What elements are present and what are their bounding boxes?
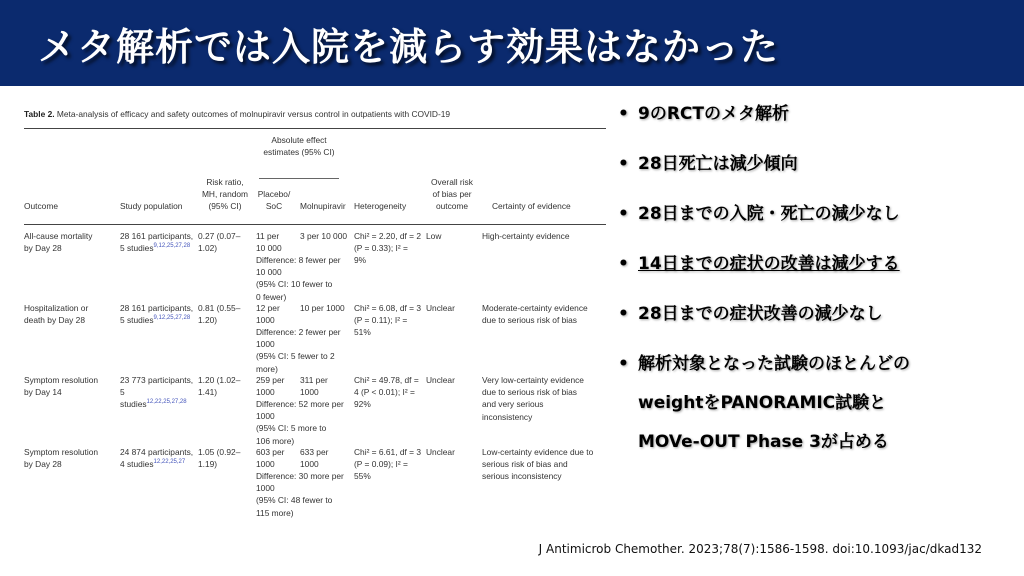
- table-body: [24, 128, 606, 518]
- row-1-bias: Unclear: [426, 303, 455, 313]
- table-caption-text: Meta-analysis of efficacy and safety outcomes of molnupiravir versus control in outpatients with COVID-19: [56, 109, 451, 119]
- row-0-bias: Low: [426, 231, 442, 241]
- table-group-rule: [259, 178, 339, 179]
- header-certainty: Certainty of evidence: [492, 201, 571, 211]
- row-3-population: 24 874 participants, 4 studies$^{12,22,25,27}$: [120, 447, 194, 470]
- row-0-outcome: All-cause mortality by Day 28: [24, 231, 93, 254]
- bullet-item: • 28日までの症状改善の減少なし: [616, 302, 1016, 326]
- row-1-difference: Difference: 2 fewer per 1000 (95% CI: 5 fewer to 2 more): [256, 327, 341, 374]
- citation: J Antimicrob Chemother. 2023;78(7):1586-1598. doi:10.1093/jac/dkad132: [538, 542, 982, 556]
- header-population: Study population: [120, 201, 183, 211]
- row-3-bias: Unclear: [426, 447, 455, 457]
- row-2-heterogeneity: Chi² = 49.78, df = 4 (P < 0.01); I² = 92%: [354, 375, 419, 410]
- row-0-population: 28 161 participants, 5 studies$^{9,12,25,27,28}$: [120, 231, 194, 254]
- row-2-bias: Unclear: [426, 375, 455, 385]
- row-3-difference: Difference: 30 more per 1000 (95% CI: 48 fewer to 115 more): [256, 471, 344, 518]
- title-bar: [0, 0, 1024, 86]
- row-1-certainty: Moderate-certainty evidence due to serious risk of bias: [482, 303, 588, 326]
- row-0-heterogeneity: Chi² = 2.20, df = 2 (P = 0.33); I² = 9%: [354, 231, 422, 266]
- row-3-outcome: Symptom resolution by Day 28: [24, 447, 99, 470]
- header-placebo: Placebo/ SoC: [257, 189, 291, 212]
- slide-title: メタ解析では入院を減らす効果はなかった: [38, 25, 780, 69]
- row-3-certainty: Low-certainty evidence due to serious risk of bias and serious inconsistency: [482, 447, 594, 482]
- row-2-population: 23 773 participants, 5 studies$^{12,22,25,27,28}$: [120, 375, 194, 410]
- row-0-risk-ratio: 0.27 (0.07– 1.02): [198, 231, 241, 254]
- bullet-item: • 28日死亡は減少傾向: [616, 152, 1016, 176]
- header-bias: Overall risk of bias per outcome: [431, 177, 473, 212]
- row-1-molnupiravir: 10 per 1000: [300, 303, 345, 313]
- table-top-rule: [24, 128, 606, 129]
- row-0-placebo: 11 per 10 000: [256, 231, 282, 254]
- row-3-heterogeneity: Chi² = 6.61, df = 3 (P = 0.09); I² = 55%: [354, 447, 422, 482]
- row-0-certainty: High-certainty evidence: [482, 231, 570, 241]
- meta-analysis-table: [24, 108, 606, 518]
- bullet-item: • 解析対象となった試験のほとんどの weightをPANORAMIC試験と MOVe-OUT Phase 3が占める: [616, 345, 1016, 462]
- row-1-risk-ratio: 0.81 (0.55– 1.20): [198, 303, 241, 326]
- row-0-difference: Difference: 8 fewer per 10 000 (95% CI: 10 fewer to 0 fewer): [256, 255, 341, 302]
- table-header-rule: [24, 224, 606, 225]
- row-1-outcome: Hospitalization or death by Day 28: [24, 303, 89, 326]
- row-2-certainty: Very low-certainty evidence due to serious risk of bias and very serious inconsistency: [482, 375, 584, 422]
- row-1-heterogeneity: Chi² = 6.08, df = 3 (P = 0.11); I² = 51%: [354, 303, 422, 338]
- row-1-placebo: 12 per 1000: [256, 303, 280, 326]
- row-2-placebo: 259 per 1000: [256, 375, 285, 398]
- table-caption-label: Table 2.: [24, 109, 55, 119]
- row-2-molnupiravir: 311 per 1000: [300, 375, 328, 398]
- bullet-item-underlined: • 14日までの症状の改善は減少する: [616, 252, 1016, 276]
- table-caption: [24, 108, 606, 120]
- row-1-population: 28 161 participants, 5 studies$^{9,12,25,27,28}$: [120, 303, 194, 326]
- header-outcome: Outcome: [24, 201, 58, 211]
- row-2-difference: Difference: 52 more per 1000 (95% CI: 5 more to 106 more): [256, 399, 344, 446]
- row-3-molnupiravir: 633 per 1000: [300, 447, 329, 470]
- header-absolute-effect: Absolute effect estimates (95% CI): [263, 135, 335, 158]
- header-risk-ratio: Risk ratio, MH, random (95% CI): [201, 177, 249, 212]
- row-3-placebo: 603 per 1000: [256, 447, 285, 470]
- row-3-risk-ratio: 1.05 (0.92– 1.19): [198, 447, 241, 470]
- header-molnupiravir: Molnupiravir: [300, 201, 346, 211]
- row-2-risk-ratio: 1.20 (1.02– 1.41): [198, 375, 241, 398]
- row-2-outcome: Symptom resolution by Day 14: [24, 375, 99, 398]
- header-heterogeneity: Heterogeneity: [354, 201, 407, 211]
- bullet-list: [616, 102, 1016, 488]
- bullet-item: • 9のRCTのメタ解析: [616, 102, 1016, 126]
- bullet-item: • 28日までの入院・死亡の減少なし: [616, 202, 1016, 226]
- row-0-molnupiravir: 3 per 10 000: [300, 231, 348, 241]
